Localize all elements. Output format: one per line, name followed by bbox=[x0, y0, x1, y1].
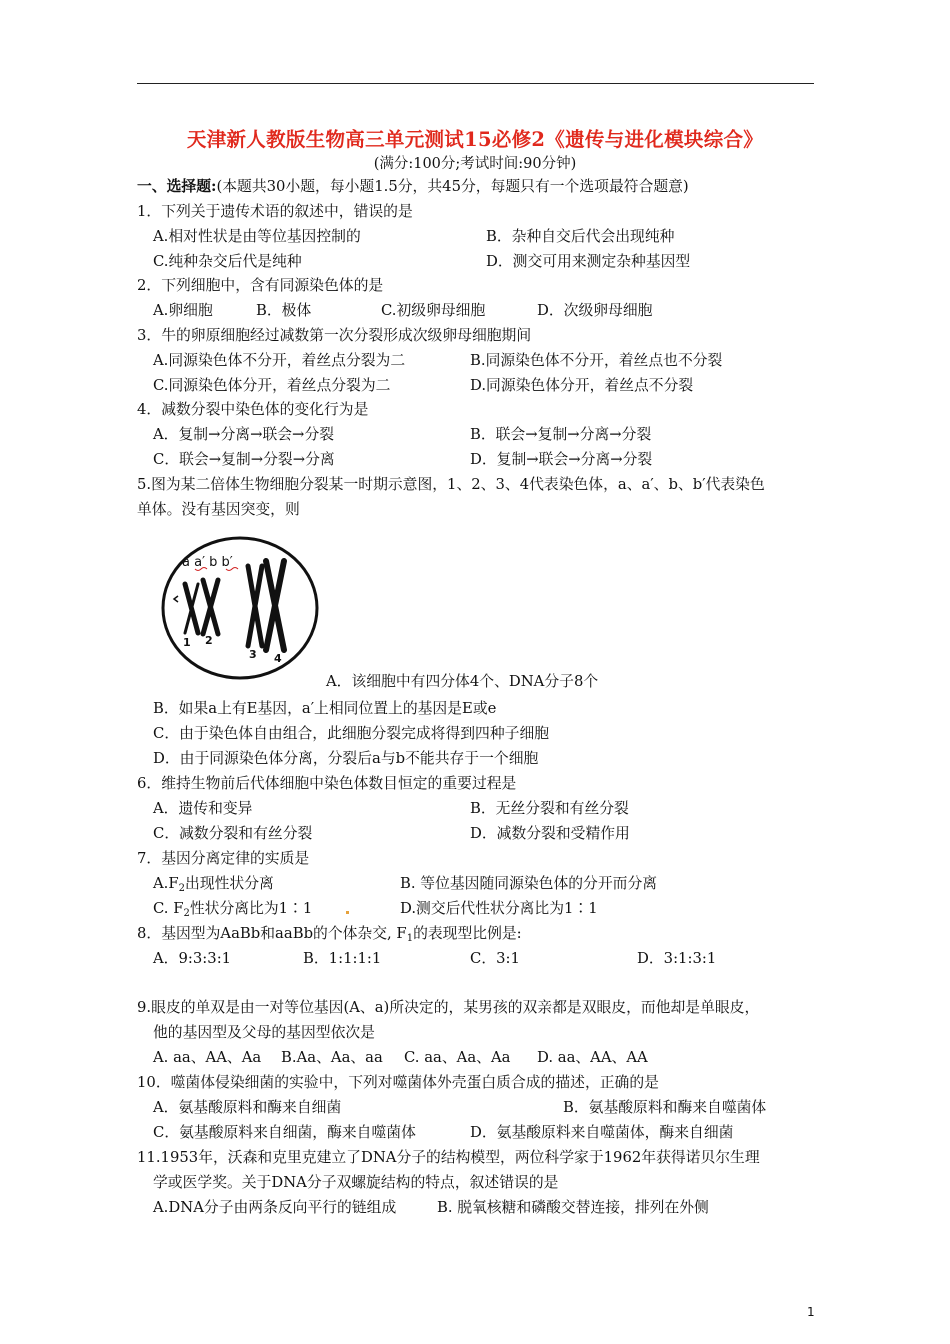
q1-stem: 1．下列关于遗传术语的叙述中，错误的是 bbox=[137, 203, 413, 220]
q4-option-a: A．复制→分离→联会→分裂 bbox=[153, 426, 335, 443]
chromosome-1 bbox=[185, 584, 198, 633]
q8-stem-subscript: 1 bbox=[406, 933, 414, 944]
chromosome-4 bbox=[266, 561, 284, 650]
label-1: 1 bbox=[183, 636, 191, 649]
q2-option-b: B．极体 bbox=[256, 302, 312, 319]
q7-option-a bbox=[153, 874, 274, 894]
q5-option-d: D．由于同源染色体分离，分裂后a与b不能共存于一个细胞 bbox=[153, 750, 539, 767]
q2-option-c: C.初级卵母细胞 bbox=[381, 302, 486, 319]
q5-option-b: B．如果a上有E基因，a′上相同位置上的基因是E或e bbox=[153, 700, 497, 717]
label-2: 2 bbox=[205, 634, 213, 647]
pointer-arrow-icon bbox=[174, 596, 178, 602]
q7-option-c bbox=[153, 899, 312, 919]
q2-option-a: A.卵细胞 bbox=[153, 302, 213, 319]
q4-option-d: D．复制→联会→分离→分裂 bbox=[470, 451, 653, 468]
q7-option-d: D.测交后代性状分离比为1∶1 bbox=[400, 900, 598, 917]
q4-stem: 4．减数分裂中染色体的变化行为是 bbox=[137, 401, 369, 418]
section-heading: 一、选择题: bbox=[137, 178, 217, 195]
section-heading-line bbox=[137, 177, 689, 197]
q3-option-b: B.同源染色体不分开，着丝点也不分裂 bbox=[470, 352, 723, 369]
q3-stem: 3．牛的卵原细胞经过减数第一次分裂形成次级卵母细胞期间 bbox=[137, 327, 532, 344]
q10-option-d: D．氨基酸原料来自噬菌体，酶来自细菌 bbox=[470, 1124, 734, 1141]
q10-option-c: C．氨基酸原料来自细菌，酶来自噬菌体 bbox=[153, 1124, 416, 1141]
q6-option-a: A．遗传和变异 bbox=[153, 800, 253, 817]
label-4: 4 bbox=[274, 652, 282, 665]
page-number: 1 bbox=[807, 1305, 815, 1319]
q4-option-b: B．联会→复制→分离→分裂 bbox=[470, 426, 652, 443]
q9-option-b: B.Aa、Aa、aa bbox=[281, 1049, 383, 1066]
q6-option-d: D．减数分裂和受精作用 bbox=[470, 825, 630, 842]
label-3: 3 bbox=[249, 648, 257, 661]
q8-option-d: D．3:1:3:1 bbox=[637, 950, 717, 967]
q5-option-a: A．该细胞中有四分体4个、DNA分子8个 bbox=[326, 673, 599, 690]
q7-c-text: 性状分离比为1∶1 bbox=[189, 900, 313, 917]
q1-option-b: B．杂种自交后代会出现纯种 bbox=[486, 228, 675, 245]
q1-option-a: A.相对性状是由等位基因控制的 bbox=[153, 228, 361, 245]
q10-option-b: B．氨基酸原料和酶来自噬菌体 bbox=[563, 1099, 767, 1116]
q6-option-b: B．无丝分裂和有丝分裂 bbox=[470, 800, 629, 817]
q8-option-c: C．3:1 bbox=[470, 950, 520, 967]
q3-option-d: D.同源染色体分开，着丝点不分裂 bbox=[470, 377, 694, 394]
section-note: (本题共30小题，每小题1.5分，共45分，每题只有一个选项最符合题意) bbox=[216, 178, 689, 195]
q5-stem-line2: 单体。没有基因突变，则 bbox=[137, 501, 300, 518]
q9-option-d: D. aa、AA、AA bbox=[537, 1049, 648, 1066]
q3-option-a: A.同源染色体不分开，着丝点分裂为二 bbox=[153, 352, 406, 369]
q10-option-a: A．氨基酸原料和酶来自细菌 bbox=[153, 1099, 342, 1116]
q7-c-subscript: 2 bbox=[183, 908, 190, 919]
q9-stem-line1: 9.眼皮的单双是由一对等位基因(A、a)所决定的，某男孩的双亲都是双眼皮，而他却是单眼皮， bbox=[137, 999, 760, 1016]
q11-stem-line2: 学或医学奖。关于DNA分子双螺旋结构的特点，叙述错误的是 bbox=[153, 1174, 559, 1191]
q7-a-text: 出现性状分离 bbox=[185, 875, 274, 892]
stray-dot bbox=[346, 911, 349, 914]
q1-option-d: D．测交可用来测定杂种基因型 bbox=[486, 253, 691, 270]
q10-stem: 10．噬菌体侵染细菌的实验中，下列对噬菌体外壳蛋白质合成的描述，正确的是 bbox=[137, 1074, 659, 1091]
chromosome-3 bbox=[248, 566, 262, 646]
header-rule bbox=[137, 83, 814, 84]
q11-stem-line1: 11.1953年，沃森和克里克建立了DNA分子的结构模型，两位科学家于1962年获得诺贝尔生理 bbox=[137, 1149, 760, 1166]
q5-stem-line1: 5.图为某二倍体生物细胞分裂某一时期示意图，1、2、3、4代表染色体，a、a′、b、b′代表染色 bbox=[137, 476, 765, 493]
q2-option-d: D．次级卵母细胞 bbox=[537, 302, 653, 319]
q9-option-c: C. aa、Aa、Aa bbox=[404, 1049, 511, 1066]
q3-option-c: C.同源染色体分开，着丝点分裂为二 bbox=[153, 377, 391, 394]
q11-option-a: A.DNA分子由两条反向平行的链组成 bbox=[153, 1199, 397, 1216]
q8-stem bbox=[137, 924, 522, 944]
q8-option-b: B．1:1:1:1 bbox=[303, 950, 382, 967]
q9-option-a: A. aa、AA、Aa bbox=[153, 1049, 262, 1066]
chromosome-2 bbox=[203, 580, 218, 634]
q2-stem: 2．下列细胞中，含有同源染色体的是 bbox=[137, 277, 384, 294]
q9-stem-line2: 他的基因型及父母的基因型依次是 bbox=[153, 1024, 375, 1041]
page-title: 天津新人教版生物高三单元测试15必修2《遗传与进化模块综合》 bbox=[186, 128, 764, 151]
exam-info: (满分:100分;考试时间:90分钟) bbox=[373, 156, 577, 172]
q7-a-prefix: A.F bbox=[153, 875, 179, 892]
q11-option-b: B. 脱氧核糖和磷酸交替连接，排列在外侧 bbox=[437, 1199, 709, 1216]
q8-option-a: A．9:3:3:1 bbox=[153, 950, 232, 967]
q6-stem: 6．维持生物前后代体细胞中染色体数目恒定的重要过程是 bbox=[137, 775, 517, 792]
q8-stem-text: 的表现型比例是: bbox=[413, 925, 522, 942]
q7-a-subscript: 2 bbox=[178, 883, 186, 894]
q7-stem: 7．基因分离定律的实质是 bbox=[137, 850, 310, 867]
q4-option-c: C．联会→复制→分裂→分离 bbox=[153, 451, 335, 468]
q7-option-b: B. 等位基因随同源染色体的分开而分离 bbox=[400, 875, 658, 892]
q5-option-c: C．由于染色体自由组合，此细胞分裂完成将得到四种子细胞 bbox=[153, 725, 550, 742]
chromatid-labels: a a′ b b′ bbox=[182, 555, 233, 570]
q7-c-prefix: C. F bbox=[153, 900, 184, 917]
cell-division-diagram bbox=[160, 536, 320, 681]
q8-stem-prefix: 8．基因型为AaBb和aaBb的个体杂交, F bbox=[137, 925, 407, 942]
q1-option-c: C.纯种杂交后代是纯种 bbox=[153, 253, 302, 270]
q6-option-c: C．减数分裂和有丝分裂 bbox=[153, 825, 313, 842]
